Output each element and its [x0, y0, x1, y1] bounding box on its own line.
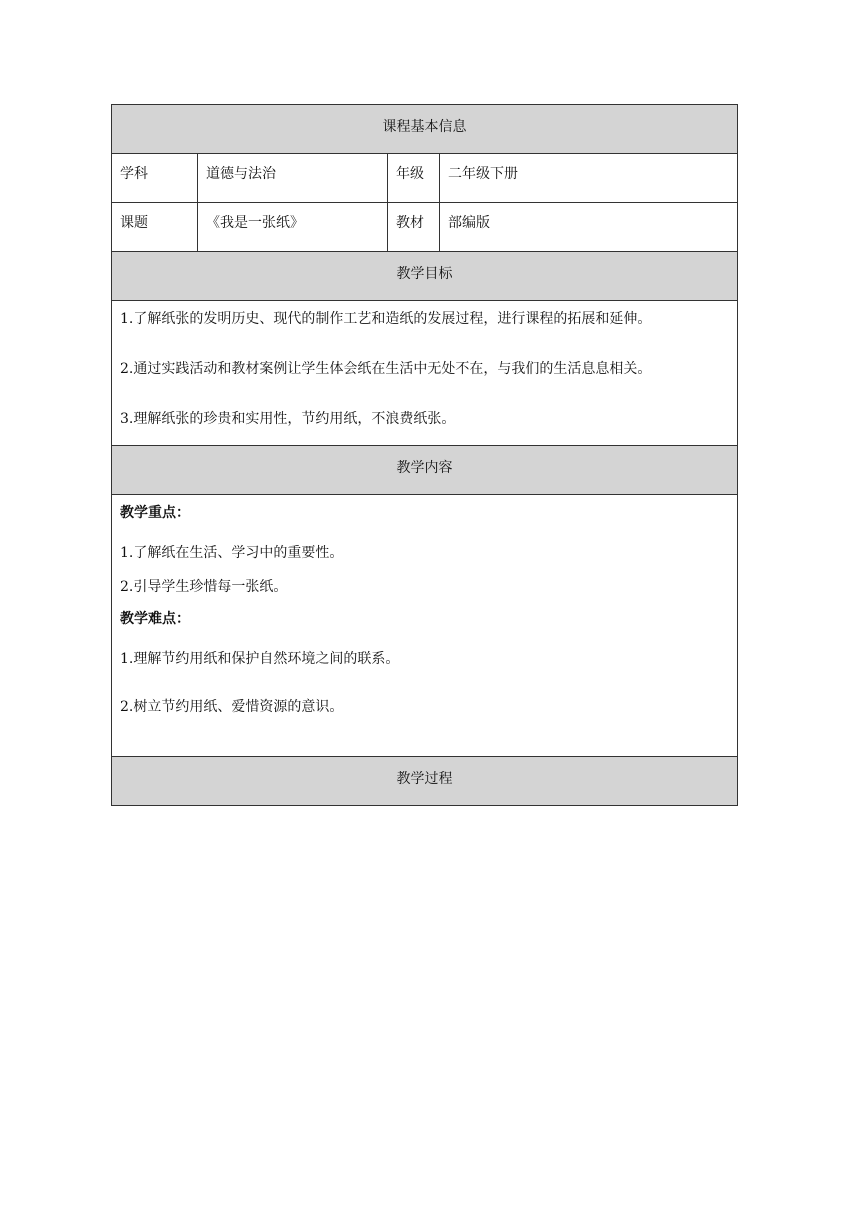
table-row: [112, 203, 738, 252]
table-row: [112, 154, 738, 203]
objectives-body: [112, 301, 738, 446]
grade-value: 二年级下册: [440, 154, 738, 203]
textbook-value: 部编版: [440, 203, 738, 252]
basic-info-header: 课程基本信息: [112, 105, 738, 154]
objective-item: 3.理解纸张的珍贵和实用性，节约用纸，不浪费纸张。: [120, 411, 456, 427]
difficult-points-title: 教学难点：: [120, 611, 190, 627]
topic-label: 课题: [112, 203, 198, 252]
objective-item: 2.通过实践活动和教材案例让学生体会纸在生活中无处不在，与我们的生活息息相关。: [120, 361, 652, 377]
key-point-item: 1.了解纸在生活、学习中的重要性。: [120, 545, 344, 561]
grade-label: 年级: [388, 154, 440, 203]
textbook-label: 教材: [388, 203, 440, 252]
difficult-point-item: 2.树立节约用纸、爱惜资源的意识。: [120, 699, 344, 715]
content-body: [112, 495, 738, 757]
objective-item: 1.了解纸张的发明历史、现代的制作工艺和造纸的发展过程，进行课程的拓展和延伸。: [120, 311, 652, 327]
key-point-item: 2.引导学生珍惜每一张纸。: [120, 579, 288, 595]
subject-label: 学科: [112, 154, 198, 203]
topic-value: 《我是一张纸》: [198, 203, 388, 252]
content-header: 教学内容: [112, 446, 738, 495]
objectives-header: 教学目标: [112, 252, 738, 301]
key-points-title: 教学重点：: [120, 505, 190, 521]
difficult-point-item: 1.理解节约用纸和保护自然环境之间的联系。: [120, 651, 400, 667]
lesson-plan-table: [111, 104, 738, 806]
subject-value: 道德与法治: [198, 154, 388, 203]
process-header: 教学过程: [112, 757, 738, 806]
